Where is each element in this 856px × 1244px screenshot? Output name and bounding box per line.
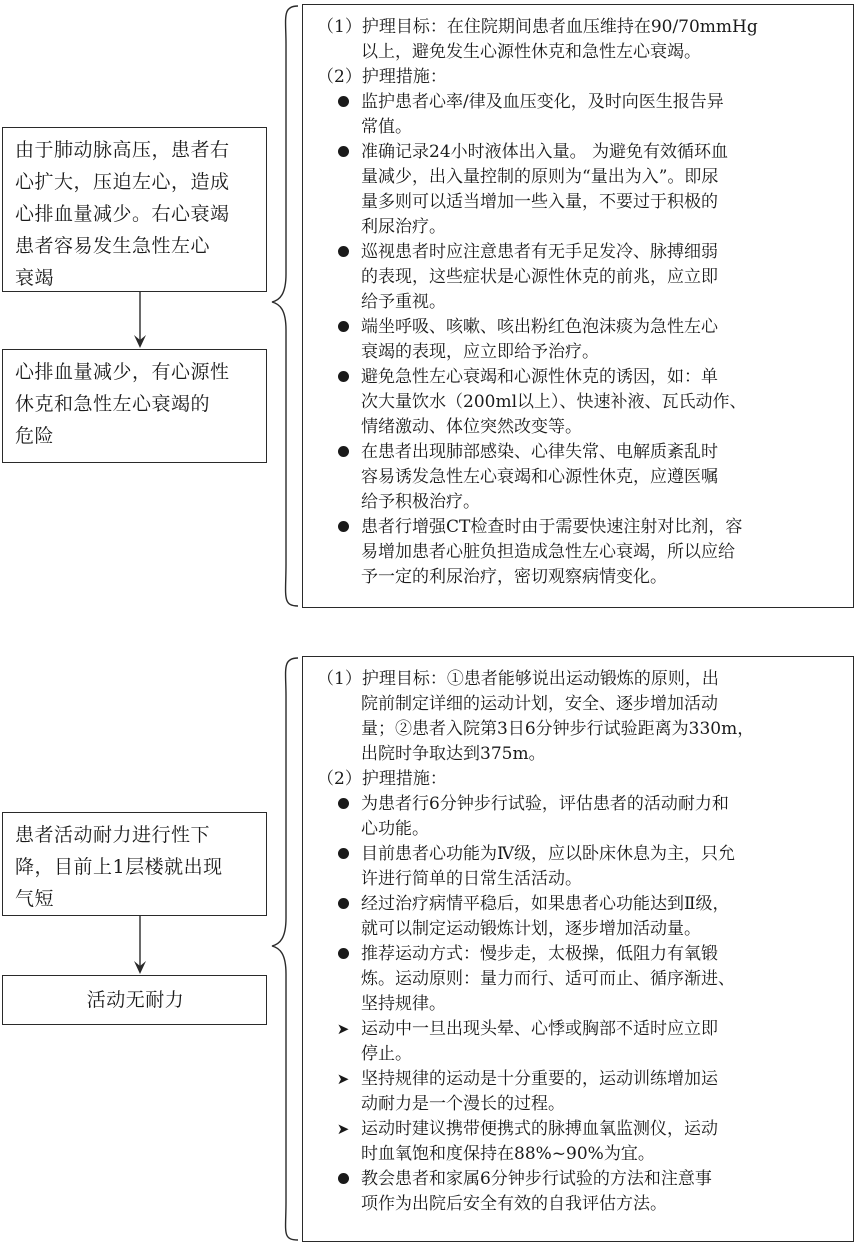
arrow-bullet-icon: ➤	[336, 1020, 350, 1038]
text-line: 院前制定详细的运动计划，安全、逐步增加活动	[361, 694, 718, 714]
text-line: 休克和急性左心衰竭的	[15, 393, 211, 415]
measure-line: 的表现，这些症状是心源性休克的前兆，应立即	[361, 267, 718, 287]
text-line: 衰竭	[15, 267, 55, 289]
measure-line: 给予重视。	[361, 292, 446, 312]
measure-line: 给予积极治疗。	[361, 492, 480, 512]
text-line: 心排血量减少。右心衰竭	[15, 203, 230, 225]
measure-line: 情绪激动、体位突然改变等。	[361, 417, 582, 437]
measure-item	[317, 1067, 841, 1117]
problem-cause-box-1	[2, 127, 267, 292]
measure-line: 教会患者和家属6分钟步行试验的方法和注意事	[361, 1169, 712, 1189]
text-line: （1）护理目标：在住院期间患者血压维持在90/70mmHg	[317, 17, 758, 37]
bullet-dot-icon	[333, 240, 353, 265]
bullet-dot-icon	[333, 842, 353, 867]
measure-line: 易增加患者心脏负担造成急性左心衰竭，所以应给	[361, 542, 735, 562]
nursing-plan-box-2	[302, 656, 854, 1242]
text-line: 以上，避免发生心源性休克和急性左心衰竭。	[361, 42, 701, 62]
measure-line: 巡视患者时应注意患者有无手足发冷、脉搏细弱	[361, 242, 718, 262]
measure-line: 项作为出院后安全有效的自我评估方法。	[361, 1194, 667, 1214]
measure-line: 予一定的利尿治疗，密切观察病情变化。	[361, 567, 667, 587]
measure-item	[317, 240, 841, 315]
bullet-dot-icon	[333, 440, 353, 465]
measure-line: 坚持规律。	[361, 994, 446, 1014]
text-line: 患者容易发生急性左心	[15, 235, 211, 257]
bullet-dot-icon	[333, 942, 353, 967]
measure-item	[317, 942, 841, 1017]
measures-title: （2）护理措施：	[317, 67, 447, 87]
measure-line: 目前患者心功能为Ⅳ级，应以卧床休息为主，只允	[361, 844, 735, 864]
text-line: 降，目前上1层楼就出现	[15, 856, 223, 878]
bullet-dot-icon	[333, 792, 353, 817]
text-line: 患者活动耐力进行性下	[15, 824, 211, 846]
measure-line: 利尿治疗。	[361, 217, 446, 237]
measure-line: 常值。	[361, 117, 412, 137]
nursing-plan-box-1	[302, 4, 854, 608]
measure-item	[317, 892, 841, 942]
measure-line: 心功能。	[361, 819, 429, 839]
measure-item	[317, 140, 841, 240]
measure-line: 停止。	[361, 1044, 412, 1064]
bullet-dot-icon	[333, 315, 353, 340]
measure-item	[317, 90, 841, 140]
flow-arrow-2	[128, 916, 152, 976]
bullet-dot-icon	[333, 515, 353, 540]
measure-line: 量多则可以适当增加一些入量，不要过于积极的	[361, 192, 718, 212]
measure-item	[317, 1167, 841, 1217]
bullet-dot-icon	[333, 892, 353, 917]
arrow-bullet-icon: ➤	[336, 1070, 350, 1088]
measure-line: 监护患者心率/律及血压变化，及时向医生报告异	[361, 92, 724, 112]
measure-line: 运动中一旦出现头晕、心悸或胸部不适时应立即	[361, 1019, 718, 1039]
bullet-dot-icon	[333, 90, 353, 115]
text-line: 心扩大，压迫左心，造成	[15, 171, 230, 193]
problem-cause-box-2	[2, 812, 267, 916]
bullet-dot-icon	[333, 365, 353, 390]
measure-line: 炼。运动原则：量力而行、适可而止、循序渐进、	[361, 969, 735, 989]
measure-item	[317, 365, 841, 440]
measure-line: 动耐力是一个漫长的过程。	[361, 1094, 565, 1114]
flow-arrow-1	[128, 292, 152, 350]
text-line: 由于肺动脉高压，患者右	[15, 139, 230, 161]
measure-item	[317, 315, 841, 365]
measure-line: 避免急性左心衰竭和心源性休克的诱因，如：单	[361, 367, 718, 387]
measure-line: 在患者出现肺部感染、心律失常、电解质紊乱时	[361, 442, 718, 462]
text-line: 心排血量减少，有心源性	[15, 361, 230, 383]
brace-2	[270, 656, 302, 1242]
nursing-diagnosis-box-1	[2, 349, 267, 463]
measure-line: 次大量饮水（200ml以上）、快速补液、瓦氏动作、	[361, 392, 747, 412]
text-line: 出院时争取达到375m。	[361, 744, 546, 764]
measure-line: 端坐呼吸、咳嗽、咳出粉红色泡沫痰为急性左心	[361, 317, 718, 337]
text-line: 气短	[15, 888, 55, 910]
measure-line: 准确记录24小时液体出入量。 为避免有效循环血	[361, 142, 729, 162]
measure-line: 推荐运动方式：慢步走，太极操，低阻力有氧锻	[361, 944, 718, 964]
measure-item	[317, 515, 841, 590]
measure-item	[317, 1117, 841, 1167]
measure-line: 患者行增强CT检查时由于需要快速注射对比剂，容	[361, 517, 743, 537]
brace-1	[270, 4, 302, 608]
measure-line: 为患者行6分钟步行试验，评估患者的活动耐力和	[361, 794, 729, 814]
measure-line: 衰竭的表现，应立即给予治疗。	[361, 342, 599, 362]
measure-line: 就可以制定运动锻炼计划，逐步增加活动量。	[361, 919, 701, 939]
diagnosis-label: 活动无耐力	[86, 989, 185, 1011]
measure-line: 容易诱发急性左心衰竭和心源性休克，应遵医嘱	[361, 467, 718, 487]
bullet-dot-icon	[333, 1167, 353, 1192]
arrow-bullet-icon: ➤	[336, 1120, 350, 1138]
bullet-dot-icon	[333, 140, 353, 165]
measure-item	[317, 1017, 841, 1067]
nursing-diagnosis-box-2	[2, 975, 267, 1025]
measure-line: 时血氧饱和度保持在88%~90%为宜。	[361, 1144, 655, 1164]
measure-item	[317, 792, 841, 842]
measure-item	[317, 440, 841, 515]
measure-item	[317, 842, 841, 892]
text-line: 危险	[15, 425, 55, 447]
measure-line: 运动时建议携带便携式的脉搏血氧监测仪，运动	[361, 1119, 718, 1139]
measure-line: 经过治疗病情平稳后，如果患者心功能达到Ⅱ级，	[361, 894, 730, 914]
measure-line: 许进行简单的日常生活活动。	[361, 869, 582, 889]
text-line: （1）护理目标：①患者能够说出运动锻炼的原则，出	[317, 669, 719, 689]
measure-line: 坚持规律的运动是十分重要的，运动训练增加运	[361, 1069, 718, 1089]
measure-line: 量减少，出入量控制的原则为“量出为入”。即尿	[361, 167, 719, 187]
measures-title: （2）护理措施：	[317, 769, 447, 789]
text-line: 量；②患者入院第3日6分钟步行试验距离为330m，	[361, 719, 755, 739]
